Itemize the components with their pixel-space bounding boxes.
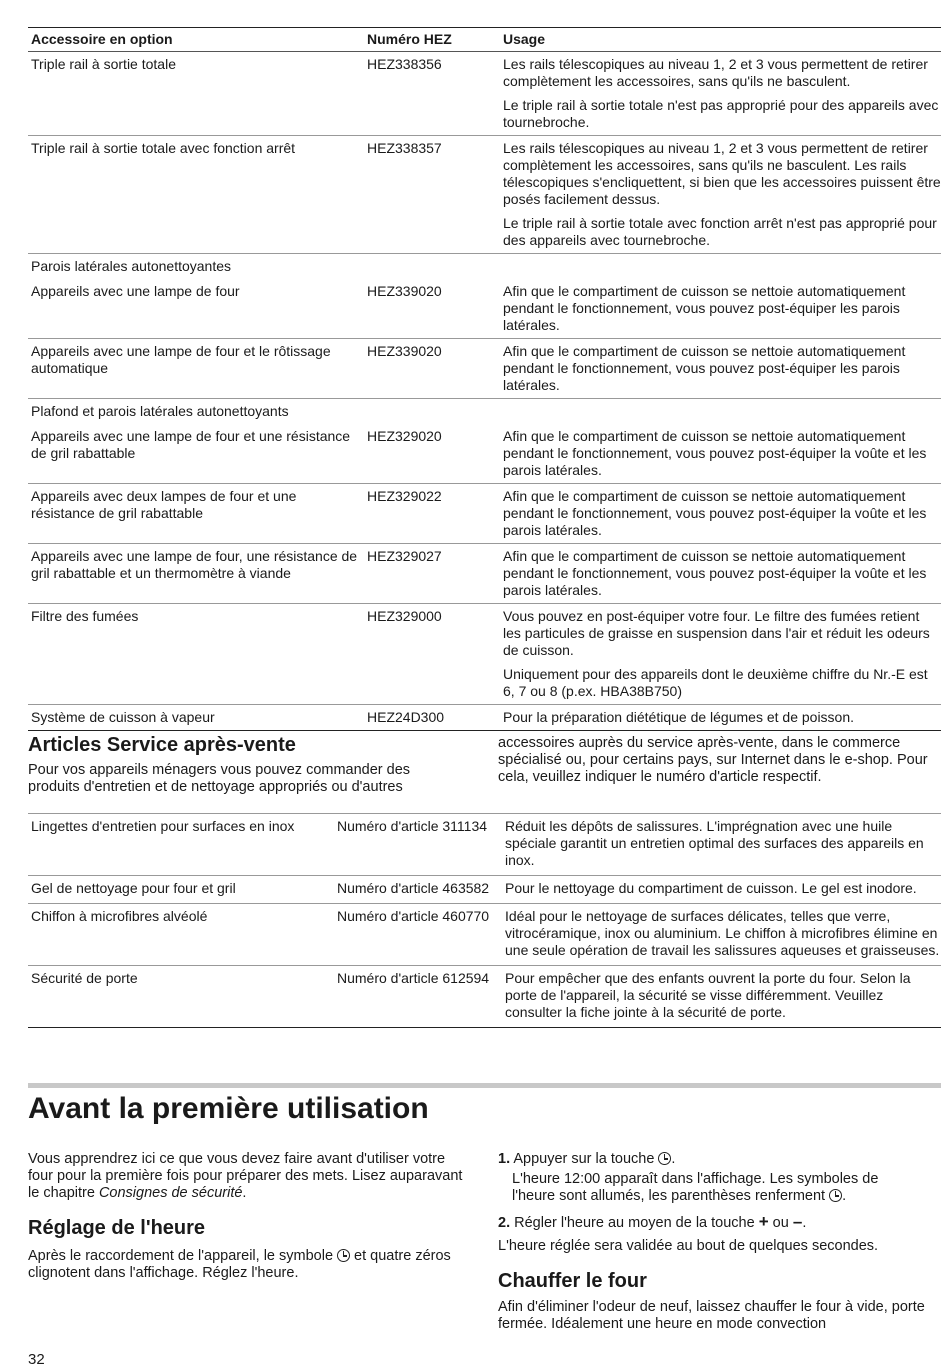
article-name: Sécurité de porte [28,966,334,1028]
usage-paragraph: Afin que le compartiment de cuisson se nettoie automatiquement pendant le fonctionnement, vous pouvez post-équiper la voûte et les parois latérales. [503,488,927,538]
usage-paragraph: Afin que le compartiment de cuisson se nettoie automatiquement pendant le fonctionnement, vous pouvez post-équiper les parois latérales. [503,283,906,333]
after-steps-text: L'heure réglée sera validée au bout de quelques secondes. [498,1238,879,1254]
clock-icon [337,1249,350,1262]
intro-text: Vous apprendrez ici ce que vous devez faire avant d'utiliser votre four pour la première fois pour préparer des mets. Lisez auparavant le chapitre [28,1151,463,1201]
hez-number: HEZ338356 [364,52,500,136]
usage-cell [500,136,941,254]
usage-cell [500,279,941,339]
table-row [28,484,941,544]
heat-oven-heading: Chauffer le four [498,1270,647,1292]
table-row [28,339,941,399]
table-row [28,966,941,1028]
step-1-number: 1. [498,1151,511,1167]
step-1-result-end: . [842,1188,847,1204]
table-row [28,424,941,484]
article-name: Lingettes d'entretien pour surfaces en inox [28,814,334,876]
hez-number: HEZ338357 [367,140,442,156]
usage-paragraph: Uniquement pour des appareils dont le deuxième chiffre du Nr.-E est 6, 7 ou 8 (p.ex. HBA38B750) [503,666,928,699]
usage-paragraph: Afin que le compartiment de cuisson se nettoie automatiquement pendant le fonctionnement, vous pouvez post-équiper la voûte et les parois latérales. [503,548,927,598]
clock-setting-heading: Réglage de l'heure [28,1217,206,1239]
accessory-name: Triple rail à sortie totale [28,52,364,136]
accessory-name: Système de cuisson à vapeur [28,705,364,731]
usage-paragraph: Afin que le compartiment de cuisson se nettoie automatiquement pendant le fonctionnement, vous pouvez post-équiper la voûte et les parois latérales. [503,428,927,478]
col-header-usage: Usage [500,28,941,52]
article-number: Numéro d'article 311134 [334,814,502,876]
article-usage: Pour le nettoyage du compartiment de cuisson. Le gel est inodore. [502,876,941,904]
service-heading: Articles Service après-vente [28,734,296,756]
usage-cell [500,484,941,544]
article-name: Chiffon à microfibres alvéolé [28,904,334,966]
plus-key-icon: + [758,1212,769,1231]
usage-paragraph: Les rails télescopiques au niveau 1, 2 et 3 vous permettent de retirer complètement les accessoires, sans qu'ils ne basculent. [503,56,928,89]
usage-paragraph: Le triple rail à sortie totale avec fonction arrêt n'est pas approprié pour des appareils avec tournebroche. [503,215,937,248]
hez-number: HEZ329020 [364,424,500,484]
usage-paragraph: Le triple rail à sortie totale n'est pas approprié pour des appareils avec tournebroche. [503,97,939,130]
step-1-result [512,1171,922,1205]
step-1-text: Appuyer sur la touche [513,1151,659,1167]
accessory-name: Appareils avec une lampe de four et une résistance de gril rabattable [28,424,364,484]
accessories-table-body [28,52,941,731]
table-row [28,544,941,604]
step-1-end: . [671,1151,676,1167]
accessory-name: Appareils avec deux lampes de four et une résistance de gril rabattable [28,484,364,544]
service-left-text: Pour vos appareils ménagers vous pouvez commander des produits d'entretien et de nettoyage appropriés ou d'autres [28,762,411,795]
heat-oven-text: Afin d'éliminer l'odeur de neuf, laissez chauffer le four à vide, porte fermée. Idéalement une heure en mode convection [498,1299,925,1332]
table-row [28,876,941,904]
article-number: Numéro d'article 463582 [334,876,502,904]
step-1-result-text: L'heure 12:00 apparaît dans l'affichage. Les symboles de l'heure sont allumés, les parenthèses renferment [512,1171,879,1204]
usage-paragraph: Afin que le compartiment de cuisson se nettoie automatiquement pendant le fonctionnement, vous pouvez post-équiper les parois latérales. [503,343,906,393]
hez-number: HEZ24D300 [364,705,500,731]
step-2 [498,1213,943,1232]
usage-cell [500,544,941,604]
usage-paragraph: Vous pouvez en post-équiper votre four. Le filtre des fumées retient les particules de graisse en suspension dans l'air et réduit les odeurs de cuisson. [503,608,930,658]
clock-icon [658,1152,671,1165]
table-row [28,814,941,876]
section-divider [28,1083,941,1088]
table-row [28,136,941,254]
step-2-end: . [802,1215,807,1231]
table-row [28,279,941,339]
usage-paragraph: Pour la préparation diététique de légumes et de poisson. [503,709,855,725]
usage-cell [500,339,941,399]
article-name: Gel de nettoyage pour four et gril [28,876,334,904]
hez-number: HEZ329000 [364,604,500,705]
service-articles-table [28,813,941,1028]
accessory-name: Appareils avec une lampe de four et le rôtissage automatique [31,343,331,376]
page-title: Avant la première utilisation [28,1092,429,1125]
step-2-text: Régler l'heure au moyen de la touche [514,1215,759,1231]
accessory-name: Triple rail à sortie totale avec fonction arrêt [31,140,296,156]
service-right-text: accessoires auprès du service après-vente, dans le commerce spécialisé ou, pour certains pays, sur Internet dans le e-shop. Pour cela, veuillez indiquer le numéro d'article respectif. [498,735,928,785]
table-row [28,904,941,966]
usage-paragraph: Les rails télescopiques au niveau 1, 2 et 3 vous permettent de retirer complètement les accessoires, sans qu'ils ne basculent. Les rails télescopiques s'encliquettent, si bien que les accessoires puissent être posés facilement dessus. [503,140,941,207]
hez-number: HEZ329027 [364,544,500,604]
usage-cell [500,424,941,484]
col-header-hez: Numéro HEZ [364,28,500,52]
minus-key-icon: – [792,1212,803,1231]
table-row [28,705,941,731]
article-number: Numéro d'article 612594 [334,966,502,1028]
article-number: Numéro d'article 460770 [334,904,502,966]
accessory-name: Appareils avec une lampe de four, une résistance de gril rabattable et un thermomètre à viande [28,544,364,604]
article-usage: Réduit les dépôts de salissures. L'imprégnation avec une huile spéciale garantit un entretien optimal des surfaces des appareils en inox. [502,814,941,876]
step-2-number: 2. [498,1215,511,1231]
group-row [28,254,941,280]
accessory-name: Appareils avec une lampe de four [28,279,364,339]
article-usage: Idéal pour le nettoyage de surfaces délicates, telles que verre, vitrocéramique, inox ou aluminium. Le chiffon à microfibres élimine en une seule opération de travail les salissures aqueuses et graisseuses. [502,904,941,966]
table-header-row [28,28,941,52]
clock-setting-text-a: Après le raccordement de l'appareil, le symbole [28,1248,338,1264]
clock-setting-text [28,1248,468,1282]
usage-cell [500,52,941,136]
accessory-name: Filtre des fumées [28,604,364,705]
hez-number: HEZ329022 [364,484,500,544]
group-label: Parois latérales autonettoyantes [28,254,941,280]
col-header-accessory: Accessoire en option [28,28,364,52]
step-2-or: ou [768,1215,793,1231]
table-row [28,604,941,705]
page-number: 32 [28,1351,45,1368]
article-usage: Pour empêcher que des enfants ouvrent la porte du four. Selon la porte de l'appareil, la sécurité se visse différemment. Veuillez consulter la fiche jointe à la sécurité de porte. [502,966,941,1028]
group-row [28,399,941,425]
accessories-table [28,27,941,731]
group-label: Plafond et parois latérales autonettoyants [28,399,941,425]
clock-icon [829,1189,842,1202]
hez-number: HEZ339020 [367,343,442,359]
usage-cell [500,705,941,731]
intro-end: . [242,1185,247,1201]
service-articles-body [28,814,941,1028]
usage-cell [500,604,941,705]
clock-setting-text-b: et quatre zéros clignotent dans l'affichage. Réglez l'heure. [28,1248,451,1281]
step-1 [498,1151,943,1168]
safety-chapter-ref: Consignes de sécurité [98,1185,243,1201]
hez-number: HEZ339020 [364,279,500,339]
table-row [28,52,941,136]
intro-paragraph [28,1151,468,1202]
